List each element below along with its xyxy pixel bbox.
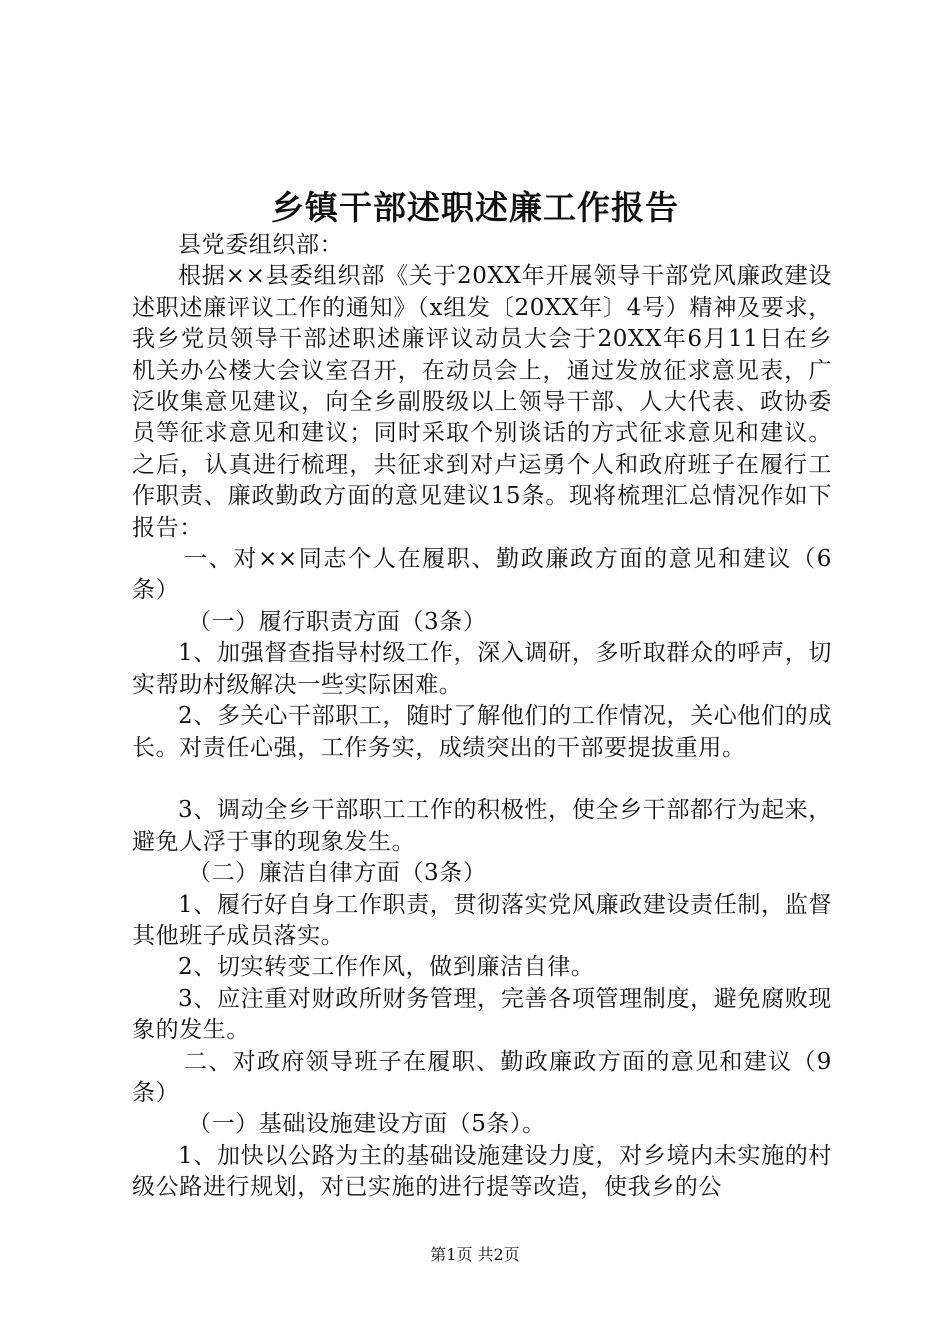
- list-item: 3、调动全乡干部职工工作的积极性，使全乡干部都行为起来，避免人浮于事的现象发生。: [132, 797, 832, 855]
- list-item: 1、履行好自身工作职责，贯彻落实党风廉政建设责任制，监督其他班子成员落实。: [132, 891, 832, 949]
- document-title: 乡镇干部述职述廉工作报告: [271, 188, 679, 227]
- section-heading-2: 二、对政府领导班子在履职、勤政廉政方面的意见和建议（9条）: [132, 1048, 832, 1106]
- subsection-heading-1-2: （二）廉洁自律方面（3条）: [188, 860, 487, 887]
- list-item: 1、加快以公路为主的基础设施建设力度，对乡境内未实施的村级公路进行规划，对已实施的进行提等改造，使我乡的公: [132, 1142, 832, 1201]
- subsection-heading-2-1: （一）基础设施建设方面（5条）。: [188, 1111, 546, 1138]
- document-body: [132, 230, 832, 1204]
- section-heading-1: 一、对××同志个人在履职、勤政廉政方面的意见和建议（6条）: [132, 546, 832, 604]
- list-item: 2、多关心干部职工，随时了解他们的工作情况，关心他们的成长。对责任心强，工作务实，成绩突出的干部要提拔重用。: [132, 703, 832, 761]
- subsection-heading-1-1: （一）履行职责方面（3条）: [188, 608, 487, 635]
- page-footer: 第1页 共2页: [430, 1245, 520, 1264]
- list-item: 3、应注重对财政所财务管理，完善各项管理制度，避免腐败现象的发生。: [132, 985, 832, 1044]
- paragraph-intro: 根据××县委组织部《关于20XX年开展领导干部党风廉政建设述职述廉评议工作的通知》（x组发〔20XX年〕4号）精神及要求，我乡党员领导干部述职述廉评议动员大会于20XX年6月11日在乡机关办公楼大会议室召开，在动员会上，通过发放征求意见表，广泛收集意见建议，向全乡副股级以上领导干部、人大代表、政协委员等征求意见和建议；同时采取个别谈话的方式征求意见和建议。之后，认真进行梳理，共征求到对卢运勇个人和政府班子在履行工作职责、廉政勤政方面的意见建议15条。现将梳理汇总情况作如下报告：: [132, 263, 832, 541]
- salutation: 县党委组织部：: [178, 232, 344, 258]
- list-item: 2、切实转变工作作风，做到廉洁自律。: [178, 954, 595, 981]
- blank-line: [132, 764, 832, 795]
- list-item: 1、加强督查指导村级工作，深入调研，多听取群众的呼声，切实帮助村级解决一些实际困难。: [132, 640, 832, 698]
